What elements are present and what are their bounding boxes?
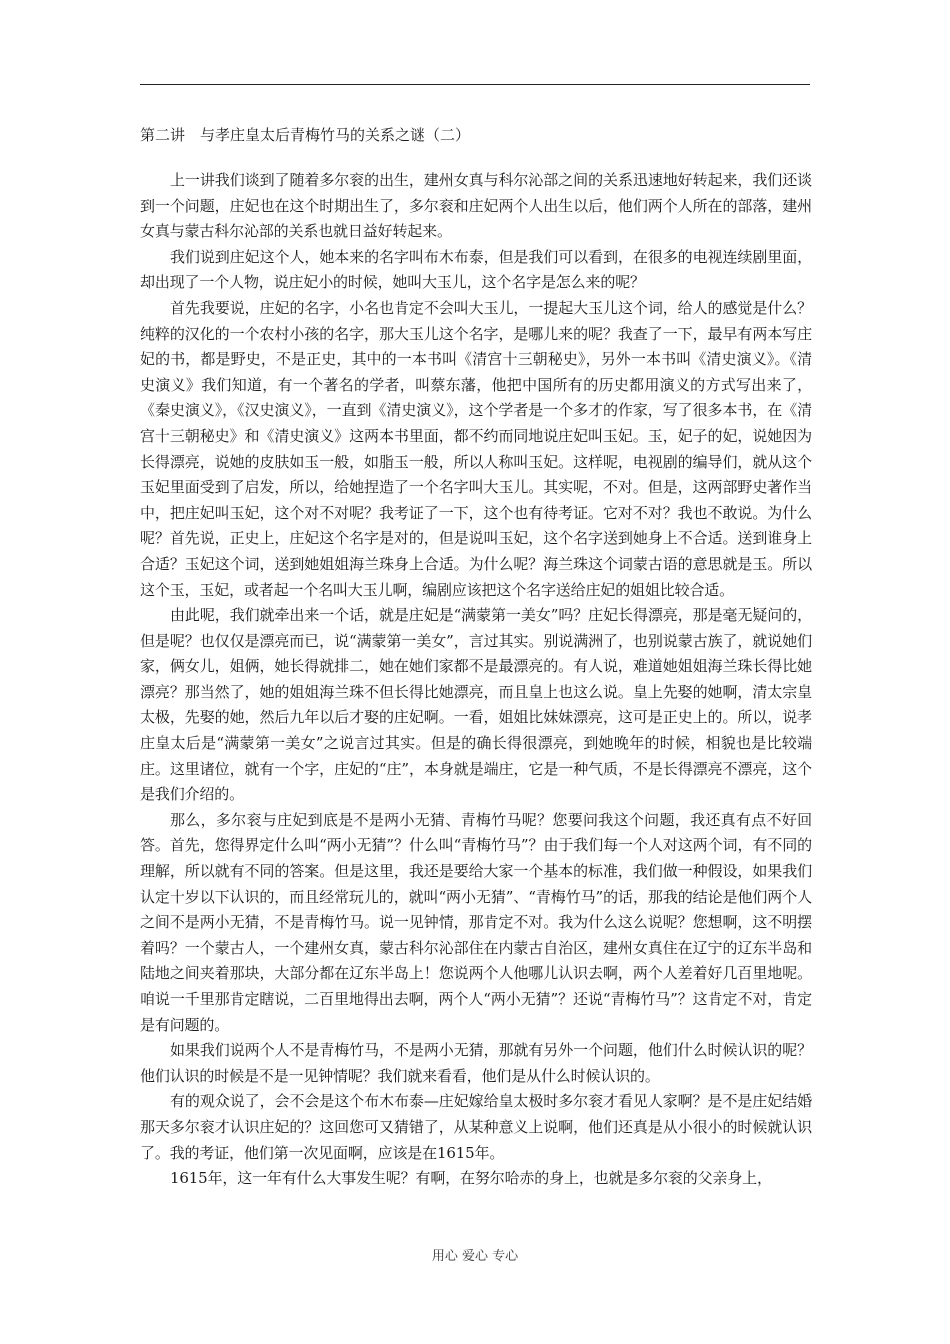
paragraph-4: 由此呢，我们就牵出来一个话，就是庄妃是“满蒙第一美女”吗？庄妃长得漂亮，那是毫无疑问的，但是呢？也仅仅是漂亮而已，说“满蒙第一美女”，言过其实。别说满洲了，也别说蒙古族了，就说她们家，俩女儿，姐俩，她长得就排二，她在她们家都不是最漂亮的。有人说，难道她姐姐海兰珠长得比她漂亮？那当然了，她的姐姐海兰珠不但长得比她漂亮，而且皇上也这么说。皇上先娶的她啊，清太宗皇太极，先娶的她，然后九年以后才娶的庄妃啊。一看，姐姐比妹妹漂亮，这可是正史上的。所以，说孝庄皇太后是“满蒙第一美女”之说言过其实。但是的确长得很漂亮，到她晚年的时候，相貌也是比较端庄。这里诸位，就有一个字，庄妃的“庄”，本身就是端庄，它是一种气质，不是长得漂亮不漂亮，这个是我们介绍的。 bbox=[140, 606, 812, 804]
document-body bbox=[140, 168, 812, 1192]
document-title: 第二讲 与孝庄皇太后青梅竹马的关系之谜（二） bbox=[140, 126, 471, 144]
paragraph-3: 首先我要说，庄妃的名字，小名也肯定不会叫大玉儿，一提起大玉儿这个词，给人的感觉是什么？纯粹的汉化的一个农村小孩的名字，那大玉儿这个名字，是哪儿来的呢？我查了一下，最早有两本写庄妃的书，都是野史，不是正史，其中的一本书叫《清宫十三朝秘史》，另外一本书叫《清史演义》。《清史演义》我们知道，有一个著名的学者，叫蔡东藩，他把中国所有的历史都用演义的方式写出来了，《秦史演义》，《汉史演义》，一直到《清史演义》，这个学者是一个多才的作家，写了很多本书，在《清宫十三朝秘史》和《清史演义》这两本书里面，都不约而同地说庄妃叫玉妃。玉，妃子的妃，说她因为长得漂亮，说她的皮肤如玉一般，如脂玉一般，所以人称叫玉妃。这样呢，电视剧的编导们，就从这个玉妃里面受到了启发，所以，给她捏造了一个名字叫大玉儿。其实呢，不对。但是，这两部野史著作当中，把庄妃叫玉妃，这个对不对呢？我考证了一下，这个也有待考证。它对不对？我也不敢说。为什么呢？首先说，正史上，庄妃这个名字是对的，但是说叫玉妃，这个名字送到她身上不合适。送到谁身上合适？玉妃这个词，送到她姐姐海兰珠身上合适。为什么呢？海兰珠这个词蒙古语的意思就是玉。所以这个玉，玉妃，或者起一个名叫大玉儿啊，编剧应该把这个名字送给庄妃的姐姐比较合适。 bbox=[140, 298, 812, 599]
paragraph-8: 1615年，这一年有什么大事发生呢？有啊，在努尔哈赤的身上，也就是多尔衮的父亲身上， bbox=[170, 1169, 772, 1188]
paragraph-2: 我们说到庄妃这个人，她本来的名字叫布木布泰，但是我们可以看到，在很多的电视连续剧里面，却出现了一个人物，说庄妃小的时候，她叫大玉儿，这个名字是怎么来的呢？ bbox=[140, 247, 812, 292]
paragraph-5: 那么，多尔衮与庄妃到底是不是两小无猜、青梅竹马呢？您要问我这个问题，我还真有点不好回答。首先，您得界定什么叫“两小无猜”？什么叫“青梅竹马”？由于我们每一个人对这两个词，有不同的理解，所以就有不同的答案。但是这里，我还是要给大家一个基本的标准，我们做一种假设，如果我们认定十岁以下认识的，而且经常玩儿的，就叫“两小无猜”、“青梅竹马”的话，那我的结论是他们两个人之间不是两小无猜，不是青梅竹马。说一见钟情，那肯定不对。我为什么这么说呢？您想啊，这不明摆着吗？一个蒙古人，一个建州女真，蒙古科尔沁部住在内蒙古自治区，建州女真住在辽宁的辽东半岛和陆地之间夹着那块，大部分都在辽东半岛上！您说两个人他哪儿认识去啊，两个人差着好几百里地呢。咱说一千里那肯定瞎说，二百里地得出去啊，两个人“两小无猜”？还说“青梅竹马”？这肯定不对，肯定是有问题的。 bbox=[140, 810, 812, 1034]
paragraph-7: 有的观众说了，会不会是这个布木布泰—庄妃嫁给皇太极时多尔衮才看见人家啊？是不是庄妃结婚那天多尔衮才认识庄妃的？这回您可又猜错了，从某种意义上说啊，他们还真是从小很小的时候就认识了。我的考证，他们第一次见面啊，应该是在1615年。 bbox=[140, 1092, 812, 1162]
header-rule bbox=[140, 84, 810, 85]
paragraph-1: 上一讲我们谈到了随着多尔衮的出生，建州女真与科尔沁部之间的关系迅速地好转起来，我们还谈到一个问题，庄妃也在这个时期出生了，多尔衮和庄妃两个人出生以后，他们两个人所在的部落，建州女真与蒙古科尔沁部的关系也就日益好转起来。 bbox=[140, 171, 812, 241]
document-page bbox=[140, 124, 812, 1192]
paragraph-6: 如果我们说两个人不是青梅竹马，不是两小无猜，那就有另外一个问题，他们什么时候认识的呢？他们认识的时候是不是一见钟情呢？我们就来看看，他们是从什么时候认识的。 bbox=[140, 1041, 812, 1085]
page-footer: 用心 爱心 专心 bbox=[431, 1249, 519, 1264]
